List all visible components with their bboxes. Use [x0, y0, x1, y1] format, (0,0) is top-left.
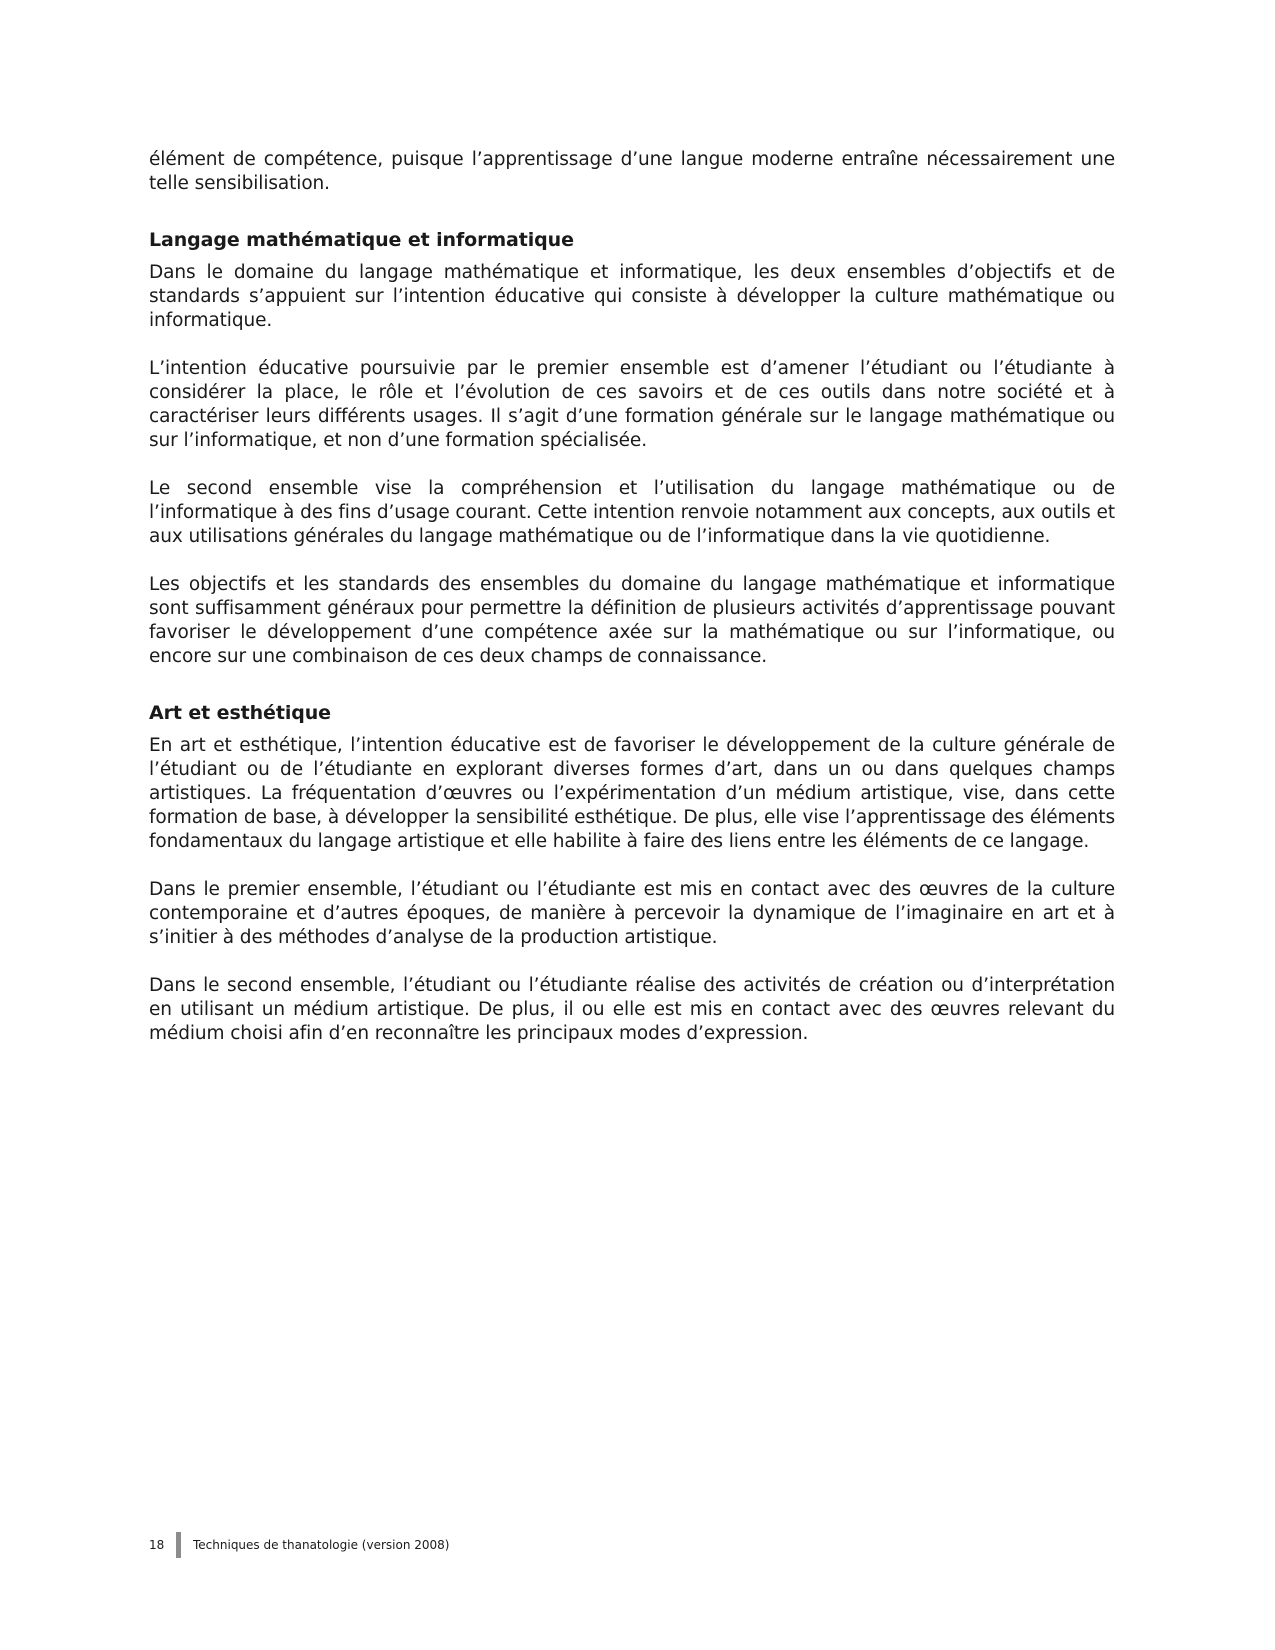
paragraph: Les objectifs et les standards des ensembles du domaine du langage mathématique et informatique sont suffisamment généraux pour permettre la définition de plusieurs activités d’apprentissage pouvant favoriser le développement d’une compétence axée sur la mathématique ou sur l’informatique, ou encore sur une combinaison de ces deux champs de connaissance. — [149, 574, 1115, 667]
section-art — [149, 701, 1115, 1046]
paragraph: Le second ensemble vise la compréhension et l’utilisation du langage mathématique ou de l’informatique à des fins d’usage courant. Cette intention renvoie notamment aux concepts, aux outils et aux utilisations générales du langage mathématique ou de l’informatique dans la vie quotidienne. — [149, 478, 1115, 547]
paragraph: Dans le domaine du langage mathématique et informatique, les deux ensembles d’objectifs et de standards s’appuient sur l’intention éducative qui consiste à développer la culture mathématique ou informatique. — [149, 262, 1115, 331]
footer-divider — [176, 1532, 181, 1558]
paragraph: L’intention éducative poursuivie par le premier ensemble est d’amener l’étudiant ou l’étudiante à considérer la place, le rôle et l’évolution de ces savoirs et de ces outils dans notre société et à caractériser leurs différents usages. Il s’agit d’une formation générale sur le langage mathématique ou sur l’informatique, et non d’une formation spécialisée. — [149, 358, 1115, 451]
paragraph: Dans le second ensemble, l’étudiant ou l’étudiante réalise des activités de création ou d’interprétation en utilisant un médium artistique. De plus, il ou elle est mis en contact avec des œuvres relevant du médium choisi afin d’en reconnaître les principaux modes d’expression. — [149, 975, 1115, 1044]
page-number: 18 — [149, 1538, 165, 1552]
paragraph: Dans le premier ensemble, l’étudiant ou l’étudiante est mis en contact avec des œuvres de la culture contemporaine et d’autres époques, de manière à percevoir la dynamique de l’imaginaire en art et à s’initier à des méthodes d’analyse de la production artistique. — [149, 879, 1115, 948]
section-heading: Art et esthétique — [149, 702, 331, 724]
intro-paragraph: élément de compétence, puisque l’apprentissage d’une langue moderne entraîne nécessairement une telle sensibilisation. — [149, 149, 1115, 194]
section-math-info — [149, 228, 1115, 669]
paragraph: En art et esthétique, l’intention éducative est de favoriser le développement de la culture générale de l’étudiant ou de l’étudiante en explorant diverses formes d’art, dans un ou dans quelques champs artistiques. La fréquentation d’œuvres ou l’expérimentation d’un médium artistique, vise, dans cette formation de base, à développer la sensibilité esthétique. De plus, elle vise l’apprentissage des éléments fondamentaux du langage artistique et elle habilite à faire des liens entre les éléments de ce langage. — [149, 735, 1115, 852]
document-title: Techniques de thanatologie (version 2008) — [193, 1538, 450, 1552]
page-footer — [149, 1532, 449, 1558]
page-content — [149, 148, 1115, 1078]
section-heading: Langage mathématique et informatique — [149, 229, 574, 251]
